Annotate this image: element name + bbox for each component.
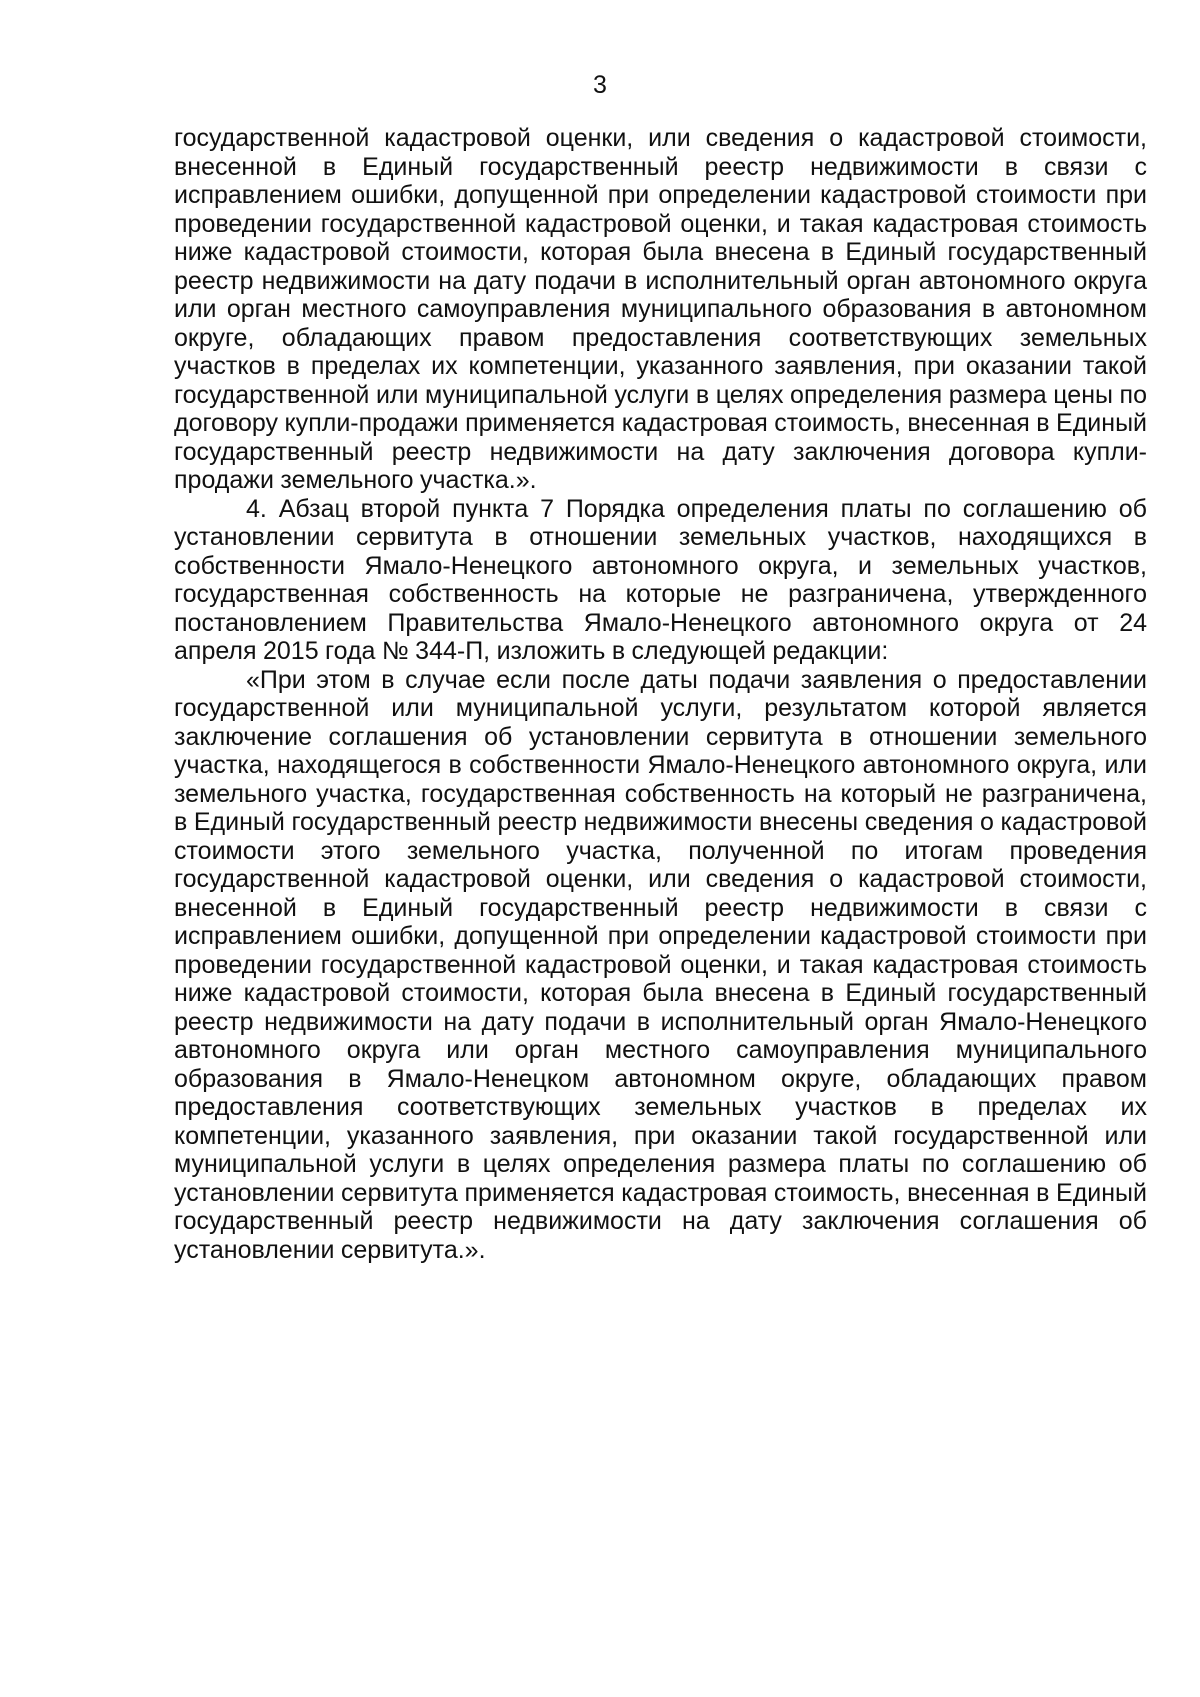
paragraph-continuation: государственной кадастровой оценки, или сведения о кадастровой стоимости, внесенной в Единый государственный реестр недвижимости в связи с исправлением ошибки, допущенной при определении кадастровой стоимости при проведении государственной кадастровой оценки, и такая кадастровая стоимость ниже кадастровой стоимости, которая была внесена в Единый государственный реестр недвижимости на дату подачи в исполнительный орган автономного округа или орган местного самоуправления муниципального образования в автономном округе, обладающих правом предоставления соответствующих земельных участков в пределах их компетенции, указанного заявления, при оказании такой государственной или муниципальной услуги в целях определения размера цены по договору купли-продажи применяется кадастровая стоимость, внесенная в Единый государственный реестр недвижимости на дату заключения договора купли-продажи земельного участка.». bbox=[174, 124, 1147, 494]
page-number: 3 bbox=[593, 71, 607, 99]
document-body bbox=[174, 124, 1147, 1264]
paragraph-item-4: 4. Абзац второй пункта 7 Порядка определения платы по соглашению об установлении сервитута в отношении земельных участков, находящихся в собственности Ямало-Ненецкого автономного округа, и земельных участков, государственная собственность на которые не разграничена, утвержденного постановлением Правительства Ямало-Ненецкого автономного округа от 24 апреля 2015 года № 344-П, изложить в следующей редакции: bbox=[174, 494, 1147, 665]
paragraph-quoted-text: «При этом в случае если после даты подачи заявления о предоставлении государственной или муниципальной услуги, результатом которой является заключение соглашения об установлении сервитута в отношении земельного участка, находящегося в собственности Ямало-Ненецкого автономного округа, или земельного участка, государственная собственность на который не разграничена, в Единый государственный реестр недвижимости внесены сведения о кадастровой стоимости этого земельного участка, полученной по итогам проведения государственной кадастровой оценки, или сведения о кадастровой стоимости, внесенной в Единый государственный реестр недвижимости в связи с исправлением ошибки, допущенной при определении кадастровой стоимости при проведении государственной кадастровой оценки, и такая кадастровая стоимость ниже кадастровой стоимости, которая была внесена в Единый государственный реестр недвижимости на дату подачи в исполнительный орган Ямало-Ненецкого автономного округа или орган местного самоуправления муниципального образования в Ямало-Ненецком автономном округе, обладающих правом предоставления соответствующих земельных участков в пределах их компетенции, указанного заявления, при оказании такой государственной или муниципальной услуги в целях определения размера платы по соглашению об установлении сервитута применяется кадастровая стоимость, внесенная в Единый государственный реестр недвижимости на дату заключения соглашения об установлении сервитута.». bbox=[174, 665, 1147, 1264]
